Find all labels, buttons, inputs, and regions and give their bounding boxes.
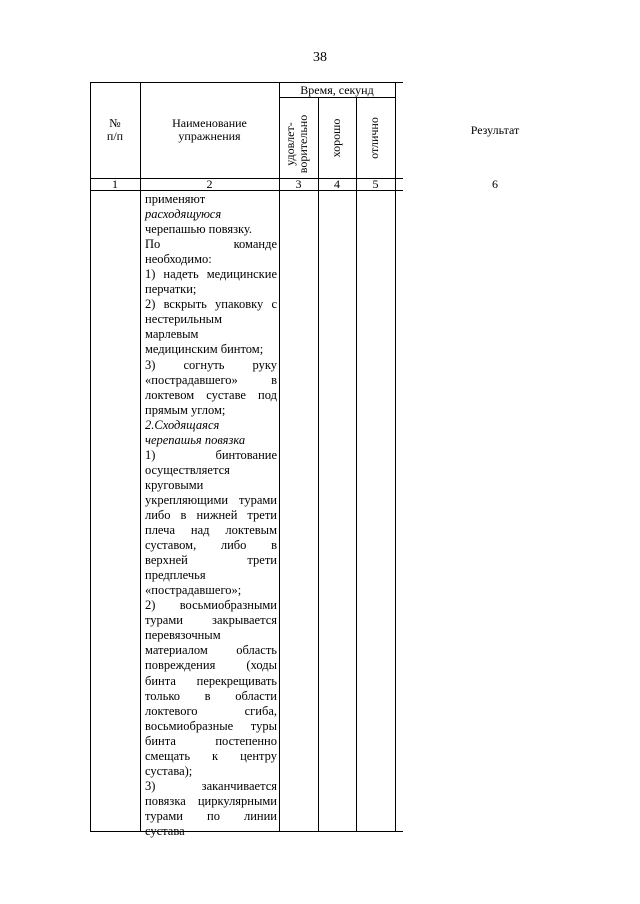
exercise-line: 1) бинтование xyxy=(145,447,277,462)
exercise-line: смещать к центру xyxy=(145,748,277,763)
exercise-line: повреждения (ходы xyxy=(145,658,277,673)
col-number-4: 4 xyxy=(334,177,340,191)
exercise-line: медицинским бинтом; xyxy=(145,342,264,357)
col-number-2: 2 xyxy=(206,177,213,191)
header-result: Результат xyxy=(470,123,520,137)
exercise-line: повязка циркулярными xyxy=(145,793,277,808)
col-number-5: 5 xyxy=(372,177,379,191)
exercise-line: турами по линии xyxy=(145,808,277,823)
exercise-line: прямым углом; xyxy=(145,402,226,417)
exercise-line: марлевым xyxy=(145,327,199,342)
header-num-line-1: № xyxy=(109,116,121,130)
exercise-line: нестерильным xyxy=(145,312,222,327)
exercise-line: материалом область xyxy=(145,643,277,658)
col-number-1: 1 xyxy=(112,177,118,191)
col-number-6: 6 xyxy=(492,177,498,191)
exercise-line: расходящуюся xyxy=(145,207,222,222)
header-num-line-2: п/п xyxy=(106,129,124,143)
exercise-line: 3) согнуть руку xyxy=(145,357,277,372)
exercise-line: либо в нижней трети xyxy=(145,507,277,522)
exercise-line: перчатки; xyxy=(145,282,197,297)
exercise-line: черепашья повязка xyxy=(145,432,246,447)
exercise-line: 2) восьмиобразными xyxy=(145,598,277,613)
table-left-border xyxy=(90,82,91,832)
header-grade-excellent: отлично xyxy=(367,117,381,159)
exercise-line: локтевого сгиба, xyxy=(145,703,277,718)
exercise-line: круговыми xyxy=(145,477,204,492)
exercise-line: 1) надеть медицинские xyxy=(145,267,277,282)
exercise-line: осуществляется xyxy=(145,462,230,477)
exercise-line: предплечья xyxy=(145,568,206,583)
col-number-3: 3 xyxy=(295,177,302,191)
exercise-line: необходимо: xyxy=(145,252,212,267)
exercise-line: По команде xyxy=(145,237,277,252)
header-num xyxy=(90,117,140,143)
header-grade-good: хорошо xyxy=(329,118,343,158)
exercise-line: «пострадавшего» в xyxy=(145,372,277,387)
exercise-line: 3) заканчивается xyxy=(145,778,277,793)
header-grade-satisfactory-line-1: удовлет- xyxy=(283,122,297,166)
exercise-line: 2) вскрыть упаковку с xyxy=(145,297,277,312)
col-divider-5 xyxy=(395,82,396,832)
exercise-line: бинта постепенно xyxy=(145,733,277,748)
header-time-group: Время, секунд xyxy=(300,83,374,97)
col-divider-2 xyxy=(279,82,280,832)
exercise-line: применяют xyxy=(145,192,206,206)
page-number: 38 xyxy=(313,50,327,65)
col-divider-3 xyxy=(318,97,319,832)
exercise-line: укрепляющими турами xyxy=(145,492,277,507)
exercise-line: черепашью повязку. xyxy=(145,222,253,237)
header-grade-satisfactory xyxy=(284,99,312,189)
header-name-line-1: Наименование xyxy=(172,116,247,130)
exercise-line: плеча над локтевым xyxy=(145,523,277,538)
exercise-line: суставом, либо в xyxy=(145,538,277,553)
exercise-line: локтевом суставе под xyxy=(145,387,277,402)
exercise-line: сустава); xyxy=(145,763,193,778)
col-divider-4 xyxy=(356,97,357,832)
col-divider-1 xyxy=(140,82,141,832)
exercise-line: восьмиобразные туры xyxy=(145,718,277,733)
exercise-line: 2.Сходящаяся xyxy=(145,417,220,432)
exercise-line: перевязочным xyxy=(145,628,221,643)
exercise-line: только в области xyxy=(145,688,277,703)
exercise-description xyxy=(145,192,277,839)
exercise-line: бинта перекрещивать xyxy=(145,673,277,688)
exercise-line: турами закрывается xyxy=(145,613,277,628)
header-grade-satisfactory-line-2: ворительно xyxy=(296,114,310,174)
exercise-line: сустава xyxy=(145,823,185,838)
header-name xyxy=(140,117,279,143)
exercise-line: верхней трети xyxy=(145,553,277,568)
header-name-line-2: упражнения xyxy=(178,129,241,143)
exercise-line: «пострадавшего»; xyxy=(145,583,242,598)
